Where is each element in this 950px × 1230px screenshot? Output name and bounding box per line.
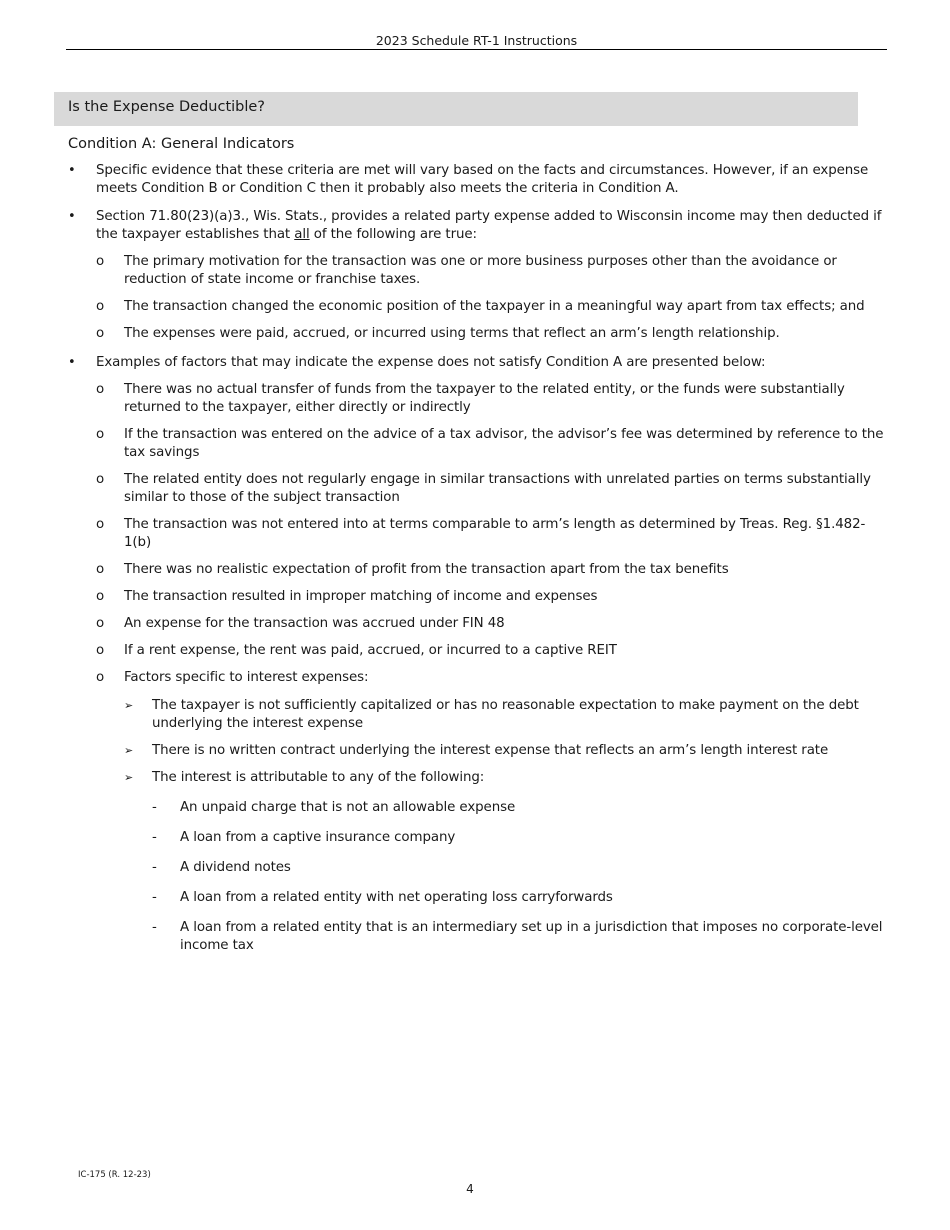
list-item xyxy=(68,859,888,877)
circle-marker: o xyxy=(96,643,105,658)
page-number: 4 xyxy=(466,1182,474,1196)
dash-marker: - xyxy=(152,800,157,815)
bullet-marker: • xyxy=(68,209,76,224)
dash-marker: - xyxy=(152,920,157,935)
list-item xyxy=(68,208,888,244)
list-item-text: Section 71.80(23)(a)3., Wis. Stats., provides a related party expense added to Wisconsin income may then deducted if the taxpayer establishes that xyxy=(96,209,882,242)
arrow-marker: ➢ xyxy=(124,771,134,784)
list-item-text: The primary motivation for the transaction was one or more business purposes other than the avoidance or reduction of state income or franchise taxes. xyxy=(124,254,837,287)
list-item-text: An expense for the transaction was accrued under FIN 48 xyxy=(124,616,505,631)
list-item-text: The related entity does not regularly engage in similar transactions with unrelated parties on terms substantially similar to those of the subject transaction xyxy=(124,472,871,505)
list-item-text: If the transaction was entered on the advice of a tax advisor, the advisor’s fee was determined by reference to the tax savings xyxy=(124,427,884,460)
running-header: 2023 Schedule RT-1 Instructions xyxy=(66,32,887,50)
list-item-text: The taxpayer is not sufficiently capitalized or has no reasonable expectation to make payment on the debt underlying the interest expense xyxy=(152,698,859,731)
list-item-text: There was no realistic expectation of profit from the transaction apart from the tax benefits xyxy=(124,562,729,577)
circle-marker: o xyxy=(96,670,105,685)
list-item-text: The expenses were paid, accrued, or incurred using terms that reflect an arm’s length relationship. xyxy=(124,326,780,341)
arrow-marker: ➢ xyxy=(124,744,134,757)
list-item xyxy=(68,471,888,507)
list-item-text: An unpaid charge that is not an allowable expense xyxy=(180,800,516,815)
circle-marker: o xyxy=(96,562,105,577)
circle-marker: o xyxy=(96,517,105,532)
list-item xyxy=(68,561,888,579)
list-item xyxy=(68,516,888,552)
list-item-text: The interest is attributable to any of the following: xyxy=(152,770,485,785)
arrow-marker: ➢ xyxy=(124,699,134,712)
list-item xyxy=(68,325,888,343)
dash-marker: - xyxy=(152,890,157,905)
list-item-text: Factors specific to interest expenses: xyxy=(124,670,369,685)
document-body xyxy=(68,162,888,955)
list-item-text: A dividend notes xyxy=(180,860,291,875)
list-item xyxy=(68,799,888,817)
list-item xyxy=(68,588,888,606)
circle-marker: o xyxy=(96,589,105,604)
list-item-text: Specific evidence that these criteria are met will vary based on the facts and circumstances. However, if an expense meets Condition B or Condition C then it probably also meets the criteria in Condition A. xyxy=(96,163,869,196)
circle-marker: o xyxy=(96,299,105,314)
list-item xyxy=(68,829,888,847)
circle-marker: o xyxy=(96,427,105,442)
emphasized-word: all xyxy=(294,227,310,242)
list-item xyxy=(68,669,888,687)
list-item xyxy=(68,162,888,198)
list-item-text: Examples of factors that may indicate the expense does not satisfy Condition A are presented below: xyxy=(96,355,766,370)
list-item-text: The transaction changed the economic position of the taxpayer in a meaningful way apart from tax effects; and xyxy=(124,299,865,314)
list-item xyxy=(68,426,888,462)
list-item xyxy=(68,253,888,289)
dash-marker: - xyxy=(152,830,157,845)
bullet-marker: • xyxy=(68,163,76,178)
list-item xyxy=(68,298,888,316)
form-identifier: IC-175 (R. 12-23) xyxy=(78,1170,151,1180)
circle-marker: o xyxy=(96,326,105,341)
list-item xyxy=(68,642,888,660)
list-item-text: of the following are true: xyxy=(309,227,477,242)
list-item xyxy=(68,615,888,633)
list-item xyxy=(68,889,888,907)
list-item-text: A loan from a related entity that is an intermediary set up in a jurisdiction that imposes no corporate-level income tax xyxy=(180,920,883,953)
list-item-text: There is no written contract underlying the interest expense that reflects an arm’s length interest rate xyxy=(152,743,829,758)
list-item xyxy=(68,381,888,417)
section-title: Is the Expense Deductible? xyxy=(68,99,266,115)
list-item xyxy=(68,354,888,372)
circle-marker: o xyxy=(96,382,105,397)
circle-marker: o xyxy=(96,472,105,487)
list-item-text: If a rent expense, the rent was paid, accrued, or incurred to a captive REIT xyxy=(124,643,617,658)
list-item xyxy=(68,919,888,955)
bullet-marker: • xyxy=(68,355,76,370)
list-item-text: A loan from a captive insurance company xyxy=(180,830,456,845)
condition-a-subheading: Condition A: General Indicators xyxy=(68,136,295,152)
list-item xyxy=(68,769,888,787)
list-item-text: The transaction resulted in improper matching of income and expenses xyxy=(124,589,598,604)
circle-marker: o xyxy=(96,254,105,269)
list-item-text: There was no actual transfer of funds from the taxpayer to the related entity, or the funds were substantially returned to the taxpayer, either directly or indirectly xyxy=(124,382,845,415)
list-item-text: The transaction was not entered into at terms comparable to arm’s length as determined by Treas. Reg. §1.482- 1(b) xyxy=(124,517,866,550)
dash-marker: - xyxy=(152,860,157,875)
list-item xyxy=(68,742,888,760)
circle-marker: o xyxy=(96,616,105,631)
list-item xyxy=(68,697,888,733)
list-item-text: A loan from a related entity with net operating loss carryforwards xyxy=(180,890,613,905)
section-header-bar xyxy=(54,92,858,126)
